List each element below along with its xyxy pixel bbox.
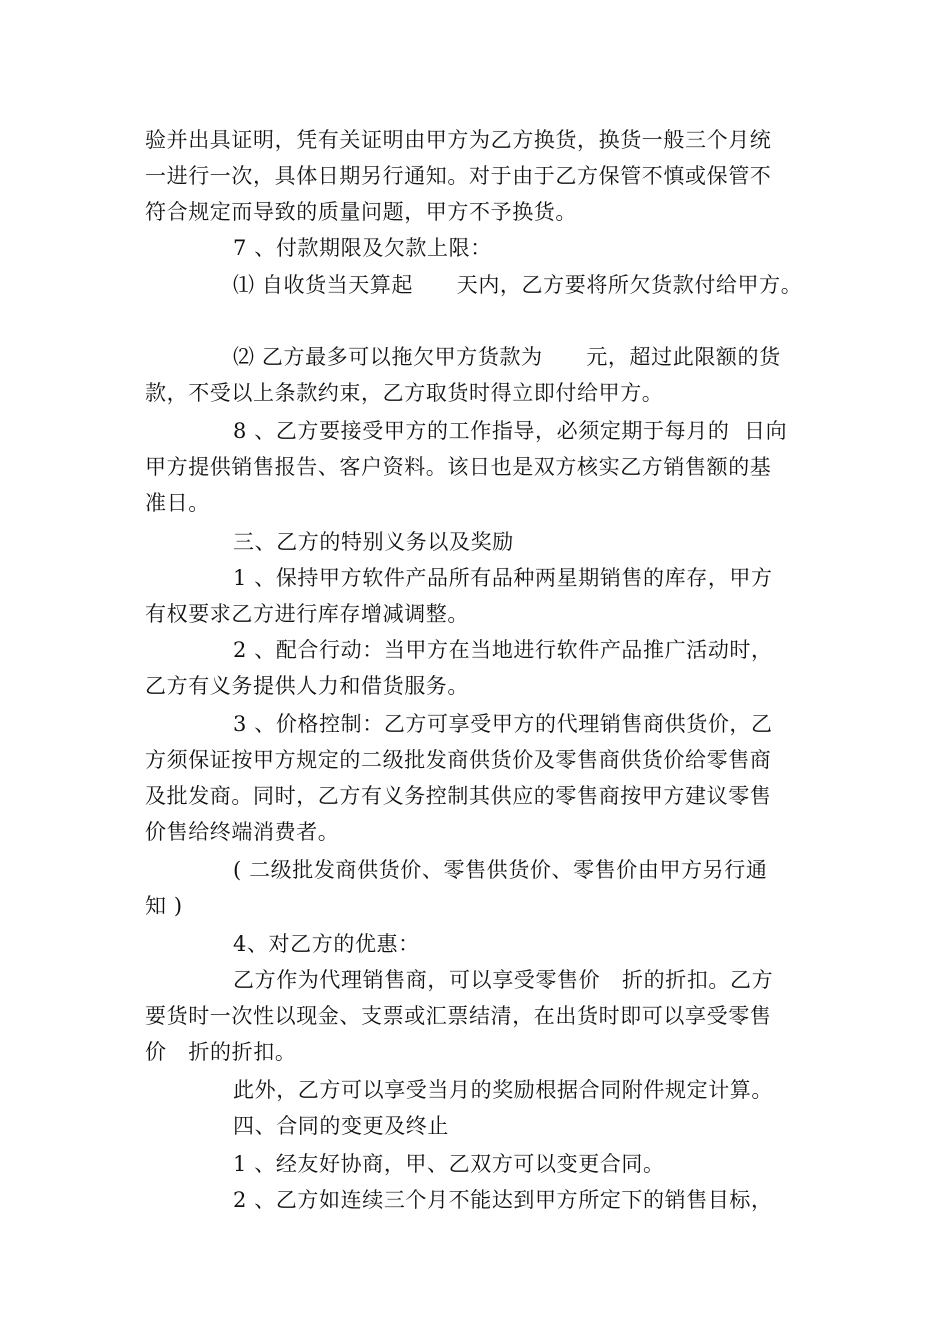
text-line: 价售给终端消费者。 — [145, 820, 340, 844]
text-line: 7 、付款期限及欠款上限： — [233, 236, 492, 260]
text-line: 4、对乙方的优惠： — [233, 932, 420, 956]
text-line: 价 折的折扣。 — [145, 1040, 297, 1064]
text-line: 款，不受以上条款约束，乙方取货时得立即付给甲方。 — [145, 381, 664, 405]
text-line: 符合规定而导致的质量问题，甲方不予换货。 — [145, 200, 577, 224]
text-line: 一进行一次，具体日期另行通知。对于由于乙方保管不慎或保管不 — [145, 164, 772, 188]
text-line: 乙方作为代理销售商，可以享受零售价 折的折扣。乙方 — [233, 968, 774, 992]
text-line: 1 、经友好协商，甲、乙双方可以变更合同。 — [233, 1152, 665, 1176]
text-line: 甲方提供销售报告、客户资料。该日也是双方核实乙方销售额的基 — [145, 455, 772, 479]
text-line: 方须保证按甲方规定的二级批发商供货价及零售商供货价给零售商 — [145, 748, 772, 772]
text-line: 要货时一次性以现金、支票或汇票结清，在出货时即可以享受零售 — [145, 1004, 772, 1028]
section-heading: 四、合同的变更及终止 — [233, 1114, 449, 1138]
text-line: 8 、乙方要接受甲方的工作指导，必须定期于每月的 日向 — [233, 419, 788, 443]
text-line: 1 、保持甲方软件产品所有品种两星期销售的库存，甲方 — [233, 566, 773, 590]
text-line: 验并出具证明，凭有关证明由甲方为乙方换货，换货一般三个月统 — [145, 128, 772, 152]
text-line: 准日。 — [145, 491, 210, 515]
text-line: 及批发商。同时，乙方有义务控制其供应的零售商按甲方建议零售 — [145, 784, 772, 808]
text-line: 乙方有义务提供人力和借货服务。 — [145, 674, 469, 698]
text-line: 2 、配合行动：当甲方在当地进行软件产品推广活动时， — [233, 638, 773, 662]
text-line: ( 二级批发商供货价、零售供货价、零售价由甲方另行通 — [233, 858, 768, 882]
text-line: ⑵ 乙方最多可以拖欠甲方货款为 元，超过此限额的货 — [233, 345, 781, 369]
text-line: 此外，乙方可以享受当月的奖励根据合同附件规定计算。 — [233, 1078, 773, 1102]
text-line: 知 ) — [145, 894, 183, 918]
text-line: 3 、价格控制：乙方可享受甲方的代理销售商供货价，乙 — [233, 712, 773, 736]
section-heading: 三、乙方的特别义务以及奖励 — [233, 530, 514, 554]
text-line: ⑴ 自收货当天算起 天内，乙方要将所欠货款付给甲方。 — [233, 273, 803, 297]
text-line: 有权要求乙方进行库存增减调整。 — [145, 602, 469, 626]
text-line: 2 、乙方如连续三个月不能达到甲方所定下的销售目标， — [233, 1188, 773, 1212]
